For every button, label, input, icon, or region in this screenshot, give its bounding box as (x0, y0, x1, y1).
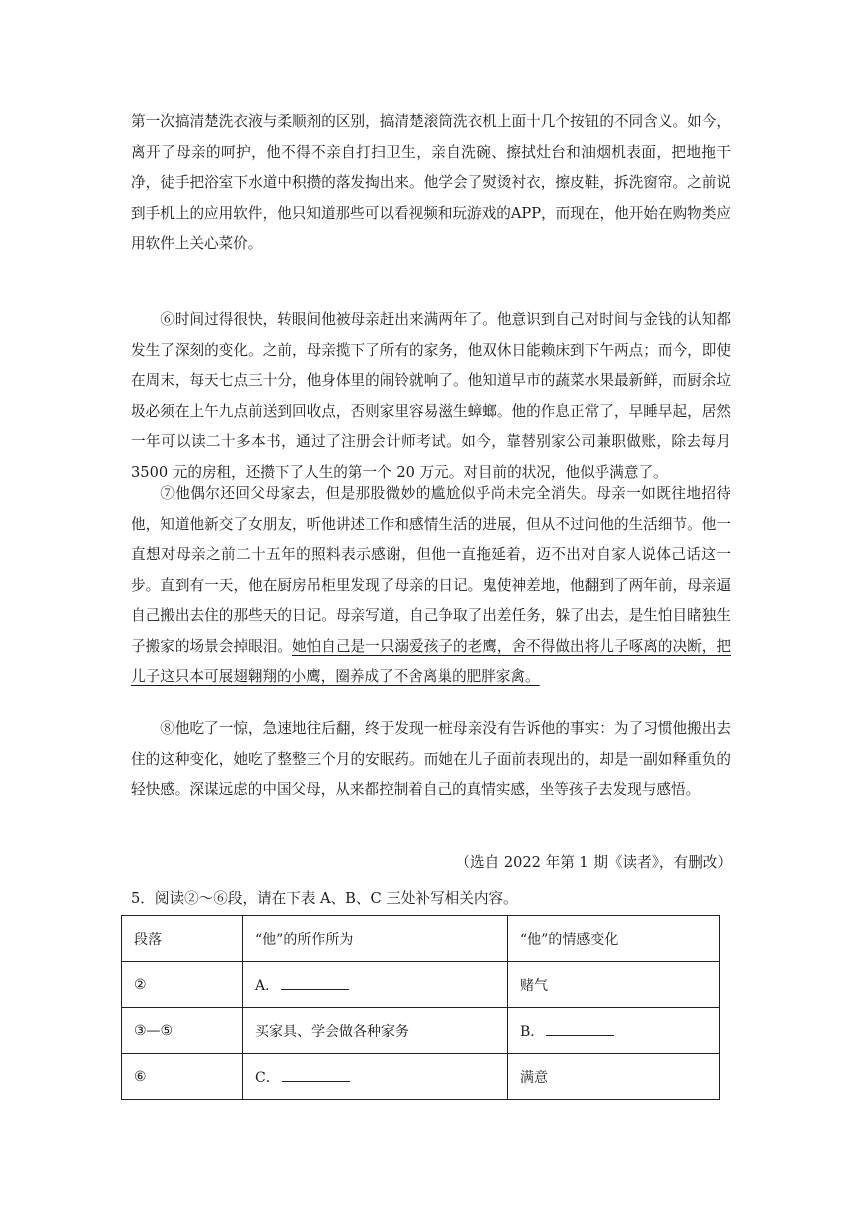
blank-a-line[interactable] (281, 976, 349, 990)
row3-emotion: 满意 (508, 1054, 720, 1100)
underlined-sentence: 她怕自己是一只溺爱孩子的老鹰，舍不得做出将儿子啄离的决断，把儿子这只本可展翅翱翔的小鹰，圈养成了不舍离巢的肥胖家禽。 (131, 637, 731, 685)
passage-paragraph-8: ⑧他吃了一惊，急速地往后翻，终于发现一桩母亲没有告诉他的事实：为了习惯他搬出去住的这种变化，她吃了整整三个月的安眠药。而她在儿子面前表现出的，却是一副如释重负的轻快感。深谋远虑的中国父母，从来都控制着自己的真情实感，坐等孩子去发现与感悟。 (131, 720, 731, 798)
blank-b-line[interactable] (546, 1022, 614, 1036)
row3-actions-cell (243, 1054, 508, 1100)
row1-actions-cell (243, 962, 508, 1008)
blank-b-label: B． (520, 1023, 545, 1040)
row2-actions: 买家具、学会做各种家务 (243, 1008, 508, 1054)
question-5-prompt: 5．阅读②～⑥段，请在下表 A、B、C 三处补写相关内容。 (131, 890, 518, 907)
row3-paragraph: ⑥ (122, 1054, 243, 1100)
table-row (122, 1008, 720, 1054)
answer-table (121, 915, 720, 1100)
blank-a-label: A． (255, 977, 280, 994)
row1-emotion: 赌气 (508, 962, 720, 1008)
row2-emotion-cell (508, 1008, 720, 1054)
source-citation: （选自 2022 年第 1 期《读者》，有删改） (455, 854, 732, 871)
table-header-row (122, 916, 720, 962)
table-row (122, 1054, 720, 1100)
passage-paragraph-5-end: 第一次搞清楚洗衣液与柔顺剂的区别，搞清楚滚筒洗衣机上面十几个按钮的不同含义。如今，离开了母亲的呵护，他不得不亲自打扫卫生，亲自洗碗、擦拭灶台和油烟机表面，把地拖干净，徒手把浴室下水道中积攒的落发掏出来。他学会了熨烫衬衣，擦皮鞋，拆洗窗帘。之前说到手机上的应用软件，他只知道那些可以看视频和玩游戏的APP，而现在，他开始在购物类应用软件上关心菜价。 (131, 113, 731, 252)
passage-paragraph-7 (131, 479, 731, 693)
blank-c-line[interactable] (282, 1068, 350, 1082)
header-emotion: “他”的情感变化 (508, 916, 720, 962)
blank-c-label: C． (255, 1069, 280, 1086)
header-actions: “他”的所作所为 (243, 916, 508, 962)
row2-paragraph: ③—⑤ (122, 1008, 243, 1054)
passage-paragraph-6: ⑥时间过得很快，转眼间他被母亲赶出来满两年了。他意识到自己对时间与金钱的认知都发生了深刻的变化。之前，母亲揽下了所有的家务，他双休日能赖床到下午两点；而今，即使在周末，每天七点三十分，他身体里的闹铃就响了。他知道早市的蔬菜水果最新鲜，而厨余垃圾必须在上午九点前送到回收点，否则家里容易滋生蟑螂。他的作息正常了，早睡早起，居然一年可以读二十多本书，通过了注册会计师考试。如今，靠替别家公司兼职做账，除去每月 3500 元的房租，还攒下了人生的第一个 20 万元。对目前的状况，他似乎满意了。 (131, 311, 731, 481)
header-paragraph: 段落 (122, 916, 243, 962)
paragraph-7-text: ⑦他偶尔还回父母家去，但是那股微妙的尴尬似乎尚未完全消失。母亲一如既往地招待他，知道他新交了女朋友，听他讲述工作和感情生活的进展，但从不过问他的生活细节。他一直想对母亲之前二十五年的照料表示感谢，但他一直拖延着，迈不出对自家人说体己话这一步。直到有一天，他在厨房吊柜里发现了母亲的日记。鬼使神差地，他翻到了两年前，母亲逼自己搬出去住的那些天的日记。母亲写道，自己争取了出差任务，躲了出去，是生怕目睹独生子搬家的场景会掉眼泪。 (131, 485, 731, 655)
row1-paragraph: ② (122, 962, 243, 1008)
table-row (122, 962, 720, 1008)
